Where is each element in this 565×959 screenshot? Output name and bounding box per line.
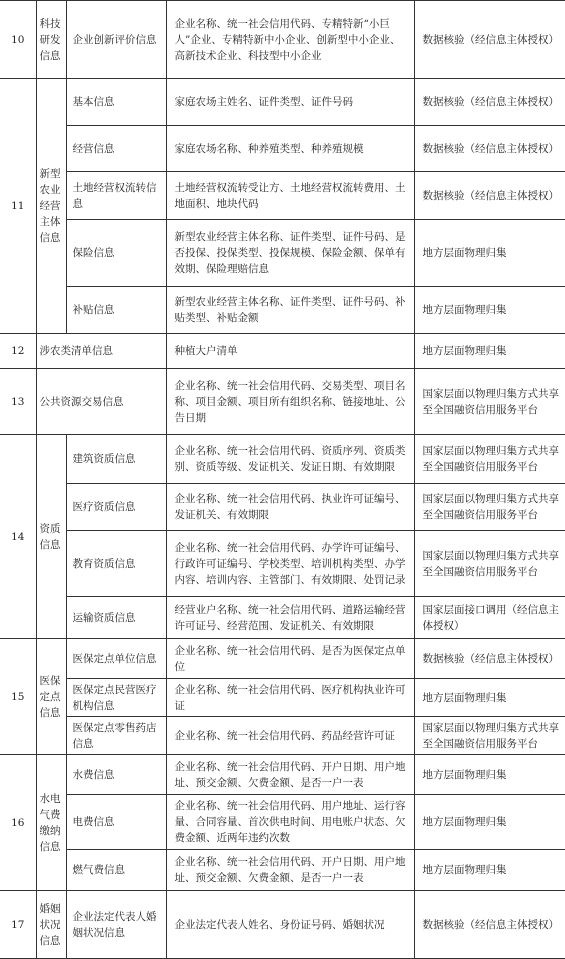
category-cell: 婚姻状况信息 xyxy=(36,891,66,959)
method-cell: 数据核验（经信息主体授权） xyxy=(414,891,565,959)
method-cell: 地方层面物理归集 xyxy=(414,795,565,850)
row-number: 16 xyxy=(0,755,36,891)
fields-cell: 企业名称、统一社会信用代码、是否为医保定点单位 xyxy=(166,639,414,679)
method-cell: 地方层面物理归集 xyxy=(414,334,565,369)
fields-cell: 种植大户清单 xyxy=(166,334,414,369)
subcategory-cell: 医疗资质信息 xyxy=(66,484,166,531)
subcategory-cell: 保险信息 xyxy=(66,220,166,287)
table-row xyxy=(0,79,565,126)
fields-cell: 企业名称、统一社会信用代码、用户地址、运行容量、合同容量、首次供电时间、用电账户状态、欠费金额、近两年违约次数 xyxy=(166,795,414,850)
table-row xyxy=(0,334,565,369)
subcategory-cell: 电费信息 xyxy=(66,795,166,850)
subcategory-cell: 经营信息 xyxy=(66,126,166,172)
method-cell: 国家层面接口调用（经信息主体授权） xyxy=(414,597,565,639)
method-cell: 地方层面物理归集 xyxy=(414,755,565,795)
fields-cell: 企业名称、统一社会信用代码、交易类型、项目名称、项目金额、项目所有组织名称、链接地址、公告日期 xyxy=(166,369,414,435)
fields-cell: 企业名称、统一社会信用代码、开户日期、用户地址、预交金额、欠费金额、是否一户一表 xyxy=(166,850,414,891)
table-row xyxy=(0,220,565,287)
fields-cell: 企业名称、统一社会信用代码、医疗机构执业许可证 xyxy=(166,679,414,717)
row-number: 11 xyxy=(0,79,36,334)
subcategory-cell: 基本信息 xyxy=(66,79,166,126)
category-cell: 新型农业经营主体信息 xyxy=(36,79,66,334)
fields-cell: 企业名称、统一社会信用代码、执业许可证编号、发证机关、有效期限 xyxy=(166,484,414,531)
fields-cell: 新型农业经营主体名称、证件类型、证件号码、是否投保、投保类型、投保规模、保险金额、保单有效期、保险理赔信息 xyxy=(166,220,414,287)
subcategory-cell: 燃气费信息 xyxy=(66,850,166,891)
table-row xyxy=(0,717,565,755)
table-row xyxy=(0,531,565,597)
method-cell: 国家层面以物理归集方式共享至全国融资信用服务平台 xyxy=(414,531,565,597)
fields-cell: 家庭农场主姓名、证件类型、证件号码 xyxy=(166,79,414,126)
row-number: 17 xyxy=(0,891,36,959)
subcategory-cell: 涉农类清单信息 xyxy=(36,334,166,369)
method-cell: 数据核验（经信息主体授权） xyxy=(414,639,565,679)
fields-cell: 企业名称、统一社会信用代码、专精特新“小巨人”企业、专精特新中小企业、创新型中小企业、高新技术企业、科技型中小企业 xyxy=(166,1,414,79)
subcategory-cell: 土地经营权流转信息 xyxy=(66,172,166,220)
table-row xyxy=(0,639,565,679)
method-cell: 国家层面以物理归集方式共享至全国融资信用服务平台 xyxy=(414,369,565,435)
fields-cell: 企业名称、统一社会信用代码、药品经营许可证 xyxy=(166,717,414,755)
fields-cell: 企业名称、统一社会信用代码、资质序列、资质类别、资质等级、发证机关、发证日期、有效期限 xyxy=(166,435,414,484)
category-cell: 医保定点信息 xyxy=(36,639,66,755)
method-cell: 地方层面物理归集 xyxy=(414,850,565,891)
method-cell: 国家层面以物理归集方式共享至全国融资信用服务平台 xyxy=(414,435,565,484)
subcategory-cell: 医保定点单位信息 xyxy=(66,639,166,679)
method-cell: 数据核验（经信息主体授权） xyxy=(414,1,565,79)
table-row xyxy=(0,850,565,891)
fields-cell: 新型农业经营主体名称、证件类型、证件号码、补贴类型、补贴金额 xyxy=(166,287,414,334)
table-row xyxy=(0,369,565,435)
subcategory-cell: 运输资质信息 xyxy=(66,597,166,639)
method-cell: 国家层面以物理归集方式共享至全国融资信用服务平台 xyxy=(414,484,565,531)
table-row xyxy=(0,172,565,220)
row-number: 14 xyxy=(0,435,36,639)
row-number: 10 xyxy=(0,1,36,79)
method-cell: 地方层面物理归集 xyxy=(414,287,565,334)
method-cell: 地方层面物理归集 xyxy=(414,679,565,717)
subcategory-cell: 企业创新评价信息 xyxy=(66,1,166,79)
subcategory-cell: 医保定点零售药店信息 xyxy=(66,717,166,755)
category-cell: 科技研发信息 xyxy=(36,1,66,79)
method-cell: 数据核验（经信息主体授权） xyxy=(414,79,565,126)
fields-cell: 土地经营权流转受让方、土地经营权流转费用、土地面积、地块代码 xyxy=(166,172,414,220)
method-cell: 地方层面物理归集 xyxy=(414,220,565,287)
table-row xyxy=(0,795,565,850)
table-row xyxy=(0,287,565,334)
row-number: 15 xyxy=(0,639,36,755)
subcategory-cell: 补贴信息 xyxy=(66,287,166,334)
fields-cell: 家庭农场名称、种养殖类型、种养殖规模 xyxy=(166,126,414,172)
method-cell: 数据核验（经信息主体授权） xyxy=(414,172,565,220)
subcategory-cell: 医保定点民营医疗机构信息 xyxy=(66,679,166,717)
fields-cell: 经营业户名称、统一社会信用代码、道路运输经营许可证号、经营范围、发证机关、有效期限 xyxy=(166,597,414,639)
table-row xyxy=(0,891,565,959)
table-row xyxy=(0,679,565,717)
table-row xyxy=(0,435,565,484)
subcategory-cell: 企业法定代表人婚姻状况信息 xyxy=(66,891,166,959)
fields-cell: 企业名称、统一社会信用代码、办学许可证编号、行政许可证编号、学校类型、培训机构类型、办学内容、培训内容、主管部门、有效期限、处罚记录 xyxy=(166,531,414,597)
table-row xyxy=(0,484,565,531)
table-row xyxy=(0,126,565,172)
fields-cell: 企业名称、统一社会信用代码、开户日期、用户地址、预交金额、欠费金额、是否一户一表 xyxy=(166,755,414,795)
subcategory-cell: 建筑资质信息 xyxy=(66,435,166,484)
method-cell: 数据核验（经信息主体授权） xyxy=(414,126,565,172)
subcategory-cell: 公共资源交易信息 xyxy=(36,369,166,435)
subcategory-cell: 教育资质信息 xyxy=(66,531,166,597)
table-row xyxy=(0,1,565,79)
table-row xyxy=(0,755,565,795)
method-cell: 国家层面以物理归集方式共享至全国融资信用服务平台 xyxy=(414,717,565,755)
row-number: 13 xyxy=(0,369,36,435)
fields-cell: 企业法定代表人姓名、身份证号码、婚姻状况 xyxy=(166,891,414,959)
category-cell: 资质信息 xyxy=(36,435,66,639)
category-cell: 水电气费缴纳信息 xyxy=(36,755,66,891)
subcategory-cell: 水费信息 xyxy=(66,755,166,795)
table-row xyxy=(0,597,565,639)
row-number: 12 xyxy=(0,334,36,369)
